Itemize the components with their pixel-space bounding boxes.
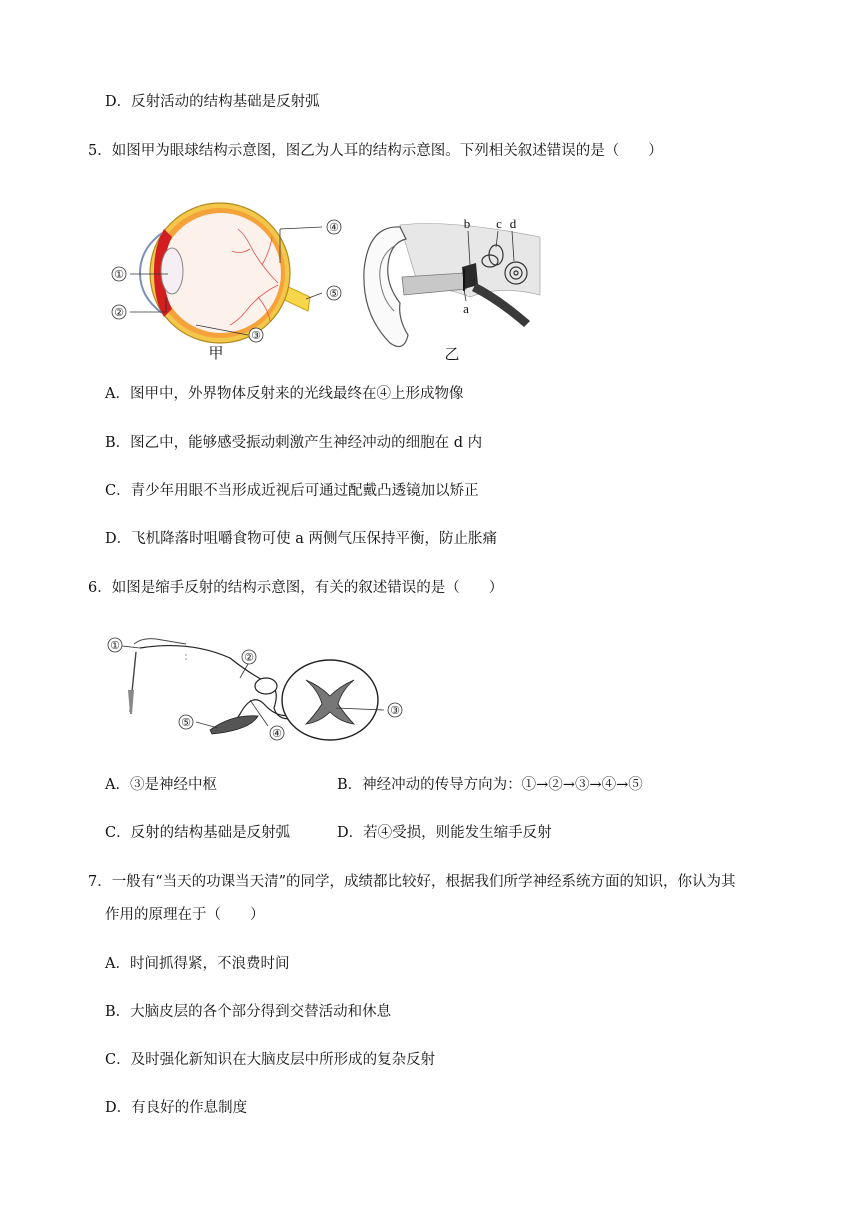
q7-stem-line2: 作用的原理在于（ ） — [105, 907, 265, 923]
eye-label-2: ② — [114, 307, 124, 319]
reflex-leader-5 — [196, 722, 218, 728]
finger — [134, 639, 186, 644]
reflex-label-2: ② — [244, 652, 254, 664]
pin-body — [128, 690, 134, 714]
q6-option-b: B．神经冲动的传导方向为：①→②→③→④→⑤ — [337, 777, 643, 793]
ear-label-c: c — [496, 216, 502, 231]
q5-option-b: B．图乙中，能够感受振动刺激产生神经冲动的细胞在 d 内 — [105, 435, 483, 451]
reflex-leader-1 — [122, 646, 140, 648]
reflex-label-3: ③ — [390, 705, 400, 717]
q7-option-b: B．大脑皮层的各个部分得到交替活动和休息 — [105, 1004, 392, 1020]
muscle — [210, 716, 258, 734]
eye-label-3: ③ — [251, 330, 261, 342]
ear-label-b: b — [463, 216, 471, 231]
q7-option-c: C．及时强化新知识在大脑皮层中所形成的复杂反射 — [105, 1052, 436, 1068]
eye-label-5: ⑤ — [329, 288, 339, 300]
eye-structure-figure — [100, 185, 360, 365]
q6-option-c: C．反射的结构基础是反射弧 — [105, 825, 291, 841]
reflex-label-5: ⑤ — [181, 717, 191, 729]
reflex-label-1: ① — [110, 640, 120, 652]
q6-stem: 6．如图是缩手反射的结构示意图，有关的叙述错误的是（ ） — [88, 580, 504, 596]
ear-label-d: d — [509, 216, 517, 231]
reflex-label-4: ④ — [272, 728, 282, 740]
leader-4 — [280, 227, 322, 229]
ear-caption: 乙 — [444, 347, 460, 363]
q7-stem-line1: 7．一般有“当天的功课当天清”的同学，成绩都比较好，根据我们所学神经系统方面的知识，你认为其 — [88, 874, 736, 890]
q6-option-a: A．③是神经中枢 — [105, 777, 217, 793]
q5-stem: 5．如图甲为眼球结构示意图，图乙为人耳的结构示意图。下列相关叙述错误的是（ ） — [88, 143, 663, 159]
reflex-arc-figure — [100, 630, 410, 750]
eye-label-1: ① — [114, 269, 124, 281]
q5-option-a: A．图甲中，外界物体反射来的光线最终在④上形成物像 — [105, 386, 464, 402]
ganglion — [255, 678, 277, 694]
ear-structure-figure — [360, 215, 545, 365]
q7-option-d: D．有良好的作息制度 — [105, 1100, 248, 1116]
q6-option-d: D．若④受损，则能发生缩手反射 — [337, 825, 552, 841]
eye-caption: 甲 — [208, 346, 224, 362]
q5-option-d: D．飞机降落时咀嚼食物可使 a 两侧气压保持平衡，防止胀痛 — [105, 531, 497, 547]
pinna — [364, 227, 408, 347]
q7-option-a: A．时间抓得紧，不浪费时间 — [105, 956, 290, 972]
lens — [161, 248, 183, 294]
q4-option-d: D．反射活动的结构基础是反射弧 — [105, 94, 320, 110]
eye-label-4: ④ — [329, 222, 339, 234]
q5-option-c: C．青少年用眼不当形成近视后可通过配戴凸透镜加以矫正 — [105, 483, 479, 499]
ear-label-a: a — [463, 301, 469, 316]
